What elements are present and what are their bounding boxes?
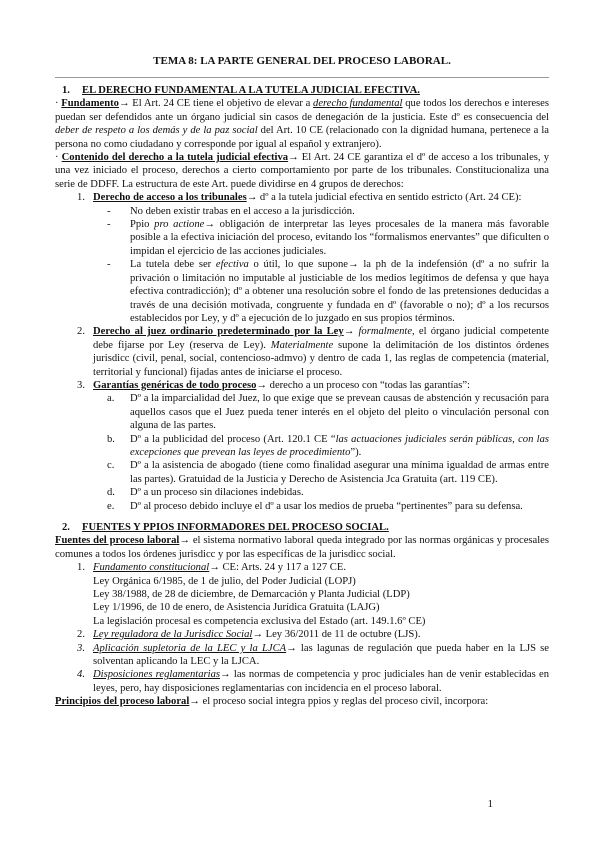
fuentes-item: 4. Disposiciones reglamentarias→ las normas de competencia y proc judiciales han de venir establecidas en leyes, pero, hay disposiciones reglamentarias con incidencia en el proceso laboral. (77, 669, 549, 694)
document-title: TEMA 8: LA PARTE GENERAL DEL PROCESO LABORAL. (153, 55, 451, 67)
alpha-item: e. Dº al proceso debido incluye el dº a usar los medios de prueba “pertinentes” para su defensa. (107, 500, 523, 512)
alpha-item: a. Dº a la imparcialidad del Juez, lo que exige que se prevean causas de abstención y recusación para aquellos casos que el Juez pueda tener interés en el objeto del pleito o vinculación personal con alguna de las partes. (107, 393, 549, 432)
dash-item: - No deben existir trabas en el acceso a la jurisdicción. (107, 205, 355, 217)
list-item-garantias: 3. Garantías genéricas de todo proceso→ derecho a un proceso con “todas las garantías”: (77, 379, 470, 391)
dash-item: - Ppio pro actione→ obligación de interpretar las leyes procesales de la manera más favorable posible a la efectiva iniciación del proceso, evitando los “formalismos enervantes” que dificulten o impidan el ejercicio de las acciones judiciales. (107, 219, 550, 257)
list-item-acceso: 1. Derecho de acceso a los tribunales→ dº a la tutela judicial efectiva en sentido estricto (Art. 24 CE): (77, 192, 522, 204)
dash-item: - La tutela debe ser efectiva o útil, lo que supone→ la ph de la indefensión (dº a no sufrir la privación o limitación no imputable al justiciable de los medios legítimos de defensa y que haya efectiva contradicción); dº a obtener una resolución sobre el fondo de las pretensiones deducidas a través de una decisión motivada, congruente y fundada en dº (favorable o no); dº a los recursos establecidos por Ley, y dº a ejecución de lo juzgado en sus propios términos. (107, 259, 550, 324)
page-number: 1 (487, 798, 493, 810)
fuentes-item: 1. Fundamento constitucional→ CE: Arts. 24 y 117 a 127 CE. Ley Orgánica 6/1985, de 1 de julio, del Poder Judicial (LOPJ) Ley 38/1988, de 28 de diciembre, de Demarcación y Planta Judicial (LDP) Ley 1/1996, de 10 de enero, de Asistencia Jurídica Gratuita (LAJG) La legislación procesal es competencia exclusiva del Estado (art. 149.1.6º CE) (77, 562, 426, 627)
alpha-item: b. Dº a la publicidad del proceso (Art. 120.1 CE “las actuaciones judiciales serán públicas, con las excepciones que prevean las leyes de procedimiento”). (107, 433, 549, 458)
document-body (55, 84, 549, 709)
fundamento-paragraph: · Fundamento→ El Art. 24 CE tiene el objetivo de elevar a derecho fundamental que todos los derechos e intereses puedan ser defendidos ante un órgano judicial sin casos de denegación de la justicia. Este dº es consecuencia del deber de respeto a los demás y de la paz social del Art. 10 CE (relacionado con la dignidad humana, pertenece a la persona no como ciudadano y corresponde por igual al español y extranjero). (55, 98, 549, 150)
fuentes-item: 2. Ley reguladora de la Jurisdicc Social→ Ley 36/2011 de 11 de octubre (LJS). (77, 629, 421, 641)
fuentes-paragraph: Fuentes del proceso laboral→ el sistema normativo laboral queda integrado por las normas orgánicas y procesales comunes a todos los órdenes jurisdicc y por las específicas de la jurisdicc social. (55, 535, 549, 560)
contenido-paragraph: · Contenido del derecho a la tutela judicial efectiva→ El Art. 24 CE garantiza el dº de acceso a los tribunales, y una vez iniciado el proceso, derechos a cierto comportamiento por parte de los tribunales. Constitucionaliza una serie de DDFF. La estructura de este Art. puede dividirse en 4 grupos de derechos: (55, 152, 549, 190)
list-item-juez: 2. Derecho al juez ordinario predeterminado por la Ley→ formalmente, el órgano judicial competente debe fijarse por Ley (reserva de Ley). Materialmente supone la delimitación de los distintos órdenes jurisdicc (civil, penal, social, contencioso-admvo) y dentro de cada 1, las reglas de competencia (material, territorial y funcional) fijadas antes de iniciarse el proceso. (77, 326, 549, 378)
principios-paragraph: Principios del proceso laboral→ el proceso social integra ppios y reglas del proceso civil, incorpora: (55, 696, 489, 708)
section-1-heading: 1. EL DERECHO FUNDAMENTAL A LA TUTELA JUDICIAL EFECTIVA. (62, 85, 420, 96)
section-2-heading: 2. FUENTES Y PPIOS INFORMADORES DEL PROCESO SOCIAL. (62, 522, 389, 533)
alpha-item: c. Dº a la asistencia de abogado (tiene como finalidad asegurar una mínima igualdad de armas entre las partes). Gratuidad de la Justicia y Derecho de Asistencia Jca Gratuita (art. 119 CE). (107, 460, 549, 485)
title-divider (55, 77, 549, 78)
alpha-item: d. Dº a un proceso sin dilaciones indebidas. (107, 487, 304, 499)
fuentes-item: 3. Aplicación supletoria de la LEC y la LJCA→ las lagunas de regulación que pueda haber en la LJS se solventan aplicando la LEC y la LJCA. (77, 642, 550, 668)
